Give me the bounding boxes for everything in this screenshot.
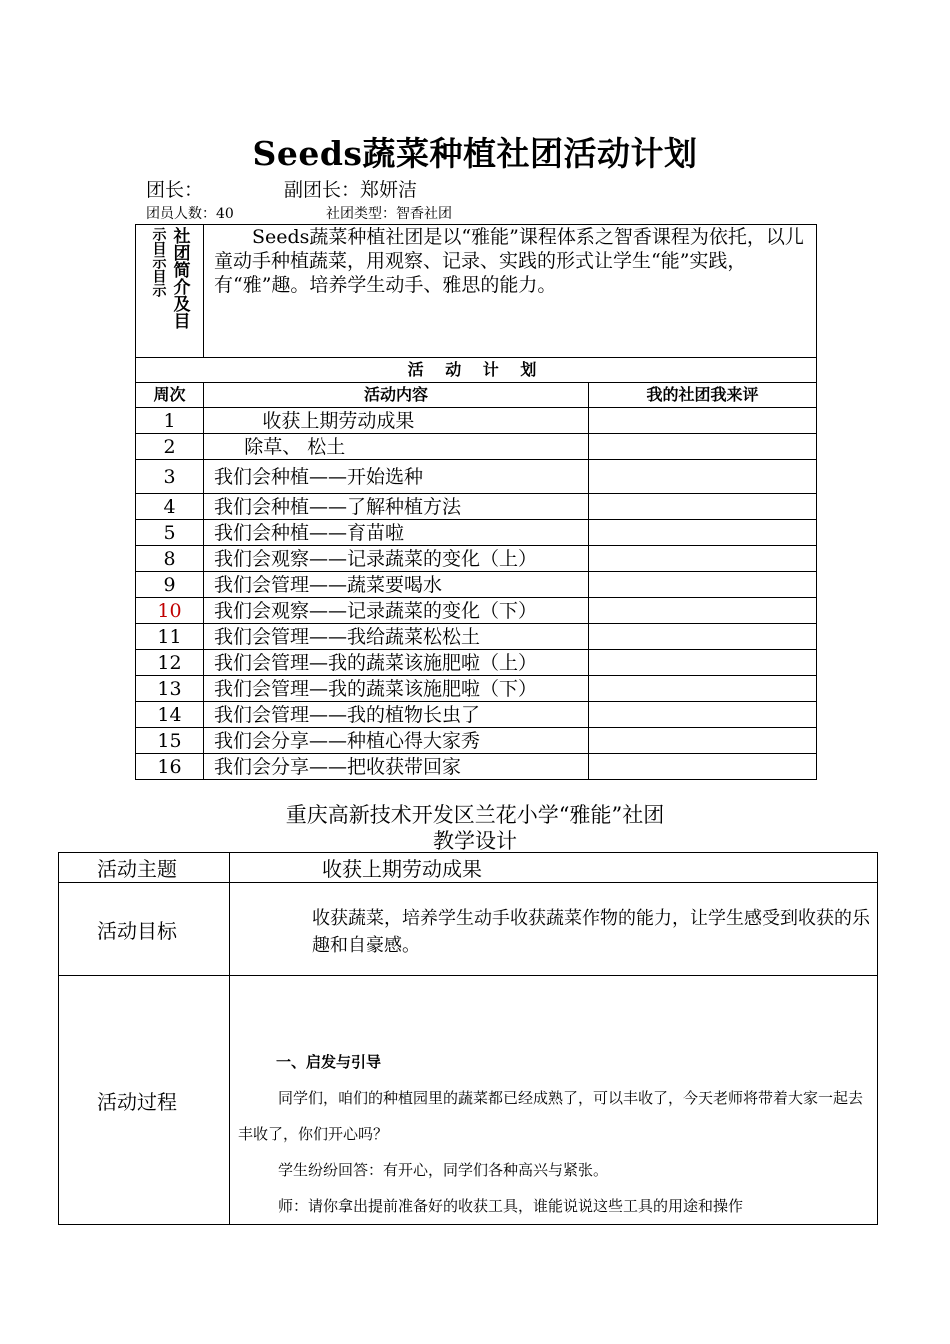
club-type: 社团类型：智香社团 xyxy=(326,206,452,222)
activity-content: 我们会种植——开始选种 xyxy=(204,460,589,494)
intro-label-cell xyxy=(136,225,204,358)
plan-row xyxy=(136,728,817,754)
plan-section-title: 活 动 计 划 xyxy=(136,358,817,383)
week-number: 14 xyxy=(136,702,204,728)
process-content xyxy=(230,976,878,1225)
process-paragraph: 师：请你拿出提前准备好的收获工具，谁能说说这些工具的用途和操作 xyxy=(278,1197,744,1215)
plan-row xyxy=(136,520,817,546)
evaluation-cell xyxy=(589,460,817,494)
col-evaluation: 我的社团我来评 xyxy=(589,383,817,408)
evaluation-cell xyxy=(589,546,817,572)
evaluation-cell xyxy=(589,572,817,598)
plan-row xyxy=(136,546,817,572)
week-number: 5 xyxy=(136,520,204,546)
evaluation-cell xyxy=(589,624,817,650)
activity-content: 我们会观察——记录蔬菜的变化（上） xyxy=(204,546,589,572)
process-heading: 一、启发与引导 xyxy=(276,1053,382,1071)
process-paragraph: 学生纷纷回答：有开心，同学们各种高兴与紧张。 xyxy=(278,1161,609,1179)
activity-content: 收获上期劳动成果 xyxy=(204,408,589,434)
evaluation-cell xyxy=(589,728,817,754)
teaching-design-table xyxy=(58,852,878,1225)
club-intro: Seeds蔬菜种植社团是以“雅能”课程体系之智香课程为依托，以儿童动手种植蔬菜，用观察、记录、实践的形式让学生“能”实践，有“雅”趣。培养学生动手、雅思的能力。 xyxy=(204,225,817,358)
intro-row xyxy=(136,225,817,358)
intro-side-label-left: 示目示目示 xyxy=(150,227,167,297)
week-number: 10 xyxy=(136,598,204,624)
plan-row xyxy=(136,624,817,650)
evaluation-cell xyxy=(589,408,817,434)
page-title: Seeds蔬菜种植社团活动计划 xyxy=(252,134,698,173)
evaluation-cell xyxy=(589,702,817,728)
plan-row xyxy=(136,598,817,624)
week-number: 11 xyxy=(136,624,204,650)
plan-row xyxy=(136,754,817,780)
evaluation-cell xyxy=(589,754,817,780)
evaluation-cell xyxy=(589,494,817,520)
evaluation-cell xyxy=(589,598,817,624)
plan-header-row xyxy=(136,383,817,408)
intro-side-label: 社团简介及目 xyxy=(169,227,190,329)
activity-plan-table xyxy=(135,224,817,780)
activity-content: 我们会管理—我的蔬菜该施肥啦（下） xyxy=(204,676,589,702)
plan-row xyxy=(136,702,817,728)
activity-content: 我们会分享——把收获带回家 xyxy=(204,754,589,780)
theme-row xyxy=(59,853,878,883)
leader-label: 团长： xyxy=(146,179,204,201)
theme-label: 活动主题 xyxy=(59,853,230,883)
evaluation-cell xyxy=(589,676,817,702)
activity-content: 我们会观察——记录蔬菜的变化（下） xyxy=(204,598,589,624)
plan-row xyxy=(136,572,817,598)
week-number: 4 xyxy=(136,494,204,520)
evaluation-cell xyxy=(589,650,817,676)
process-row xyxy=(59,976,878,1225)
week-number: 16 xyxy=(136,754,204,780)
activity-content: 我们会管理——我的植物长虫了 xyxy=(204,702,589,728)
week-number: 1 xyxy=(136,408,204,434)
plan-row xyxy=(136,434,817,460)
activity-content: 我们会管理——我给蔬菜松松土 xyxy=(204,624,589,650)
week-number: 2 xyxy=(136,434,204,460)
process-paragraph: 同学们，咱们的种植园里的蔬菜都已经成熟了，可以丰收了，今天老师将带着大家一起去丰收了，你们开心吗？ xyxy=(238,1089,864,1143)
plan-row xyxy=(136,676,817,702)
activity-content: 我们会管理—我的蔬菜该施肥啦（上） xyxy=(204,650,589,676)
plan-row xyxy=(136,408,817,434)
evaluation-cell xyxy=(589,434,817,460)
week-number: 8 xyxy=(136,546,204,572)
col-activity: 活动内容 xyxy=(204,383,589,408)
week-number: 9 xyxy=(136,572,204,598)
week-number: 3 xyxy=(136,460,204,494)
activity-content: 我们会分享——种植心得大家秀 xyxy=(204,728,589,754)
school-name: 重庆高新技术开发区兰花小学“雅能”社团 xyxy=(285,803,665,827)
vice-leader: 副团长：郑妍洁 xyxy=(284,179,418,201)
plan-row xyxy=(136,650,817,676)
week-number: 12 xyxy=(136,650,204,676)
week-number: 13 xyxy=(136,676,204,702)
week-number: 15 xyxy=(136,728,204,754)
theme-value: 收获上期劳动成果 xyxy=(230,853,878,883)
process-label: 活动过程 xyxy=(59,976,230,1225)
activity-content: 除草、 松土 xyxy=(204,434,589,460)
goal-label: 活动目标 xyxy=(59,883,230,976)
goal-value: 收获蔬菜，培养学生动手收获蔬菜作物的能力，让学生感受到收获的乐趣和自豪感。 xyxy=(230,883,878,976)
activity-content: 我们会种植——了解种植方法 xyxy=(204,494,589,520)
activity-content: 我们会种植——育苗啦 xyxy=(204,520,589,546)
activity-content: 我们会管理——蔬菜要喝水 xyxy=(204,572,589,598)
design-title: 教学设计 xyxy=(433,829,517,853)
evaluation-cell xyxy=(589,520,817,546)
plan-row xyxy=(136,460,817,494)
goal-row xyxy=(59,883,878,976)
plan-row xyxy=(136,494,817,520)
member-count: 团员人数：40 xyxy=(146,206,234,222)
col-week: 周次 xyxy=(136,383,204,408)
plan-section-row xyxy=(136,358,817,383)
